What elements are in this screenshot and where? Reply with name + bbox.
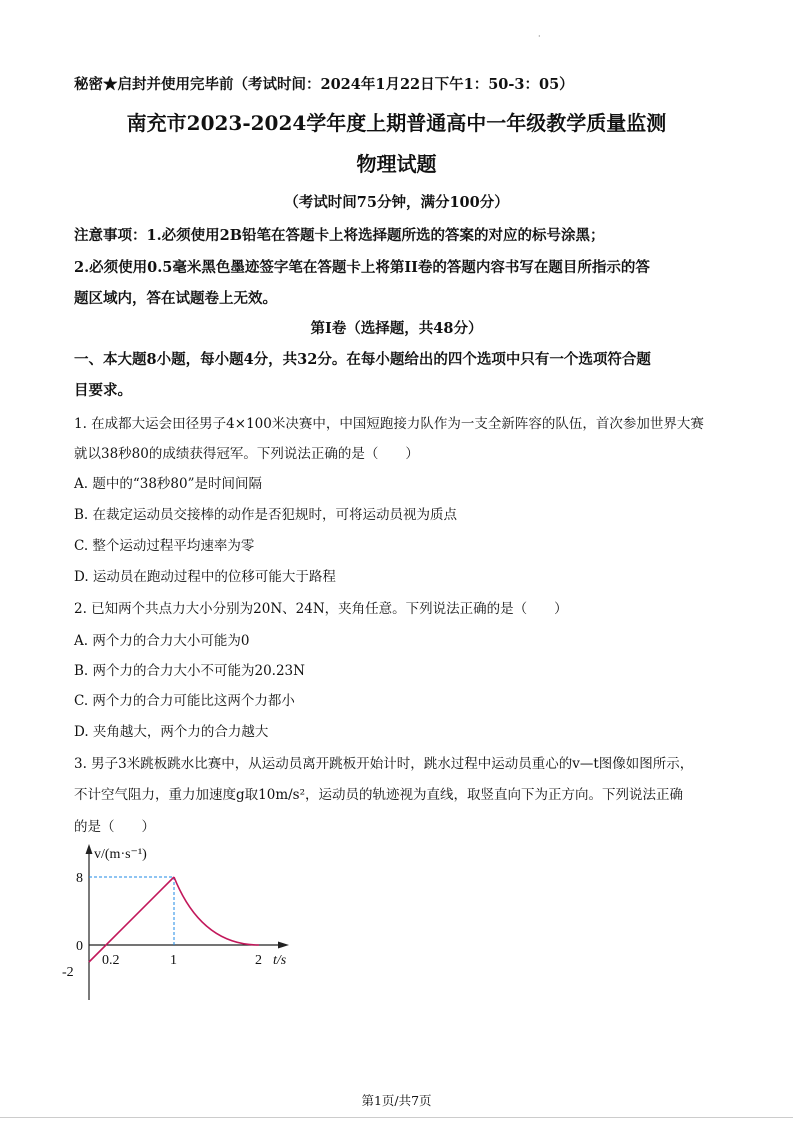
q1-option-b: B. 在裁定运动员交接棒的动作是否犯规时，可将运动员视为质点: [74, 507, 458, 523]
q2-option-a: A. 两个力的合力大小可能为0: [74, 633, 250, 649]
q2-option-d: D. 夹角越大，两个力的合力越大: [74, 724, 269, 740]
page-number: 第1页/共7页: [361, 1093, 432, 1108]
y-tick-label-1: 0: [76, 939, 83, 954]
section-heading-line-1: 一、本大题8小题，每小题4分，共32分。在每小题给出的四个选项中只有一个选项符合题: [74, 351, 651, 368]
q1-stem-line-2: 就以38秒80的成绩获得冠军。下列说法正确的是（ ）: [74, 446, 419, 462]
y-axis-title: v/(m·s⁻¹): [94, 847, 147, 862]
notice-line-2: 2.必须使用0.5毫米黑色墨迹签字笔在答题卡上将第II卷的答题内容书写在题目所指示的答: [74, 259, 650, 276]
vt-line-segment: [89, 877, 174, 962]
x-tick-label-2: 2: [255, 953, 262, 968]
y-tick-label-2: -2: [62, 965, 74, 980]
q1-option-c: C. 整个运动过程平均速率为零: [74, 538, 255, 554]
x-tick-label-0: 0.2: [102, 953, 120, 968]
q2-option-b: B. 两个力的合力大小不可能为20.23N: [74, 663, 305, 679]
subject-title: 物理试题: [356, 152, 437, 176]
secret-line: 秘密★启封并使用完毕前（考试时间：2024年1月22日下午1：50-3：05）: [74, 76, 574, 93]
vt-graph: [60, 838, 310, 1008]
x-axis-title: t/s: [273, 953, 287, 968]
corner-mark: ·: [538, 32, 541, 41]
page-title: 南充市2023-2024学年度上期普通高中一年级教学质量监测: [126, 111, 667, 135]
q3-stem-line-3: 的是（ ）: [74, 819, 155, 835]
notice-line-3: 题区域内，答在试题卷上无效。: [74, 290, 277, 307]
x-tick-label-1: 1: [170, 953, 177, 968]
part-title: 第I卷（选择题，共48分）: [310, 320, 483, 337]
y-axis-arrow: [86, 844, 93, 854]
x-axis-arrow: [278, 942, 289, 949]
section-heading-line-2: 目要求。: [74, 382, 132, 399]
exam-info: （考试时间75分钟，满分100分）: [284, 194, 509, 211]
q2-option-c: C. 两个力的合力可能比这两个力都小: [74, 693, 295, 709]
q2-stem-line-1: 2. 已知两个共点力大小分别为20N、24N，夹角任意。下列说法正确的是（ ）: [74, 601, 568, 617]
q1-option-d: D. 运动员在跑动过程中的位移可能大于路程: [74, 569, 336, 585]
vt-curve-segment: [174, 877, 259, 945]
y-tick-label-0: 8: [76, 871, 83, 886]
q1-stem-line-1: 1. 在成都大运会田径男子4×100米决赛中，中国短跑接力队作为一支全新阵容的队伍，首次参加世界大赛: [74, 416, 704, 432]
q3-stem-line-2: 不计空气阻力，重力加速度g取10m/s²，运动员的轨迹视为直线，取竖直向下为正方向。下列说法正确: [74, 787, 684, 803]
notice-line-1: 注意事项：1.必须使用2B铅笔在答题卡上将选择题所选的答案的对应的标号涂黑；: [74, 227, 605, 244]
q1-option-a: A. 题中的“38秒80”是时间间隔: [74, 476, 262, 492]
bottom-rule: [0, 1117, 793, 1118]
q3-stem-line-1: 3. 男子3米跳板跳水比赛中，从运动员离开跳板开始计时，跳水过程中运动员重心的v—t图像如图所示，: [74, 756, 694, 772]
